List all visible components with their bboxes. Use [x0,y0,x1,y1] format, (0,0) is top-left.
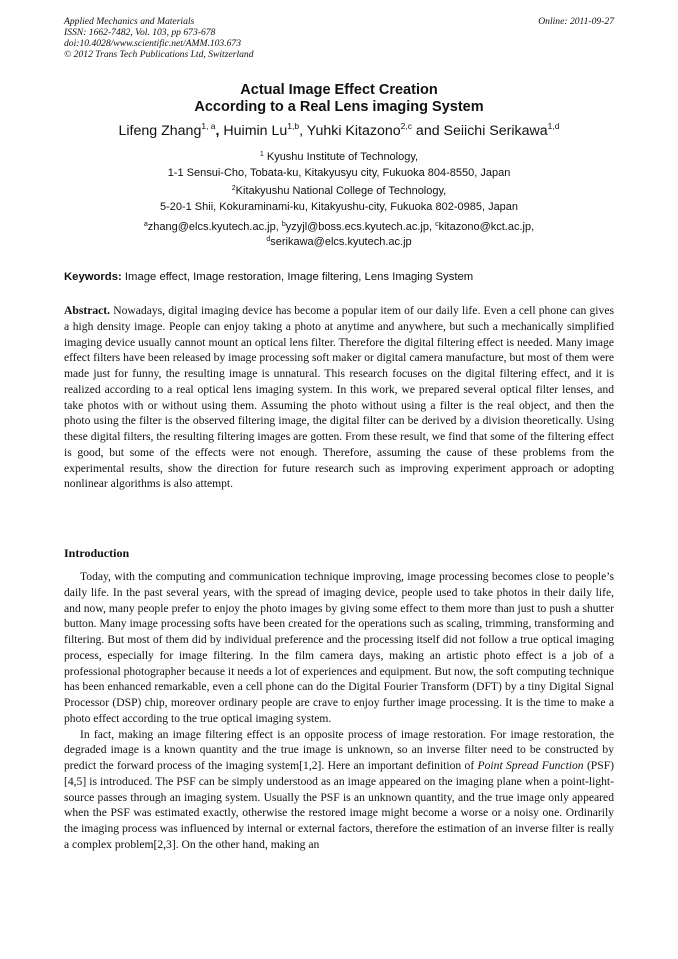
author-name: Huimin Lu [223,123,288,139]
affiliation-1-name [0,149,678,165]
copyright-line: © 2012 Trans Tech Publications Ltd, Switzerland [64,49,254,60]
affiliation-sup: 1 [259,151,264,158]
affiliation-2-name [0,183,678,199]
email-sup: c [435,221,439,228]
email-address: kitazono@kct.ac.jp, [438,221,535,233]
email-sup: a [143,221,148,228]
paragraph-text: In fact, making an image filtering effect is an opposite process of image restoration. For image restoration, the degraded image is a known quantity and the true image is unknown, so an inverse filter need to be constructed by predict the forward process of the imaging system[1,2]. Here an important definition of [64,727,614,772]
affiliation-1-address: 1-1 Sensui-Cho, Tobata-ku, Kitakyusyu city, Fukuoka 804-8550, Japan [167,167,511,179]
email-address: serikawa@elcs.kyutech.ac.jp [270,236,412,248]
affiliation-text: Kyushu Institute of Technology, [263,151,419,163]
author-sup: 1, a [201,121,216,131]
author-name: Seiichi Serikawa [443,123,548,139]
paragraph [64,727,614,853]
keywords-text: Image effect, Image restoration, Image filtering, Lens Imaging System [121,271,474,283]
journal-header [64,16,614,60]
online-date: Online: 2011-09-27 [538,16,614,27]
author-sup: 1,d [547,121,560,131]
paragraph-text: (PSF)[4,5] is introduced. The PSF can be simply understood as an image appeared on the imaging plane when a point-light-source passes through an imaging system. Usually the PSF is an unknown quantity, and the true image only appeared when the PSF was estimated exactly, otherwise the restored image might become a worse or a noisy one. Ordinarily the imaging process was influenced by internal or external factors, therefore the estimation of an inverse filter is really a complex problem[2,3]. On the other hand, making an [64,759,615,851]
author-separator: , [299,123,307,139]
journal-name: Applied Mechanics and Materials [64,16,195,27]
abstract-label: Abstract. [64,304,111,317]
author-name: Lifeng Zhang [118,123,202,139]
author-name: Yuhki Kitazono [306,123,401,139]
issn-line: ISSN: 1662-7482, Vol. 103, pp 673-678 [64,27,216,38]
title-line-2: According to a Real Lens imaging System [194,99,484,115]
affiliation-text: Kitakyushu National College of Technology, [235,185,447,197]
italic-term: Point Spread Function [477,759,584,772]
affiliation-sup: 2 [231,185,236,192]
author-separator: and [411,123,444,139]
email-sup: b [281,221,286,228]
email-line-1 [0,219,678,235]
paper-title [0,82,678,116]
author-sup: 1,b [287,121,300,131]
email-address: yzyjl@boss.ecs.kyutech.ac.jp, [285,221,436,233]
email-line-2 [0,234,678,250]
abstract-text: Nowadays, digital imaging device has become a popular item of our daily life. Even a cell phone can gives a high density image. People can enjoy taking a photo at anytime and anywhere, but such a mechanically simplified imaging device usually cannot mount an optical lens filter. Therefore the digital filtering effect is needed. Many image effect filters have been released by image processing soft maker or digital camera manufacture, but most of them were made just for funny, the resulting image is unnatural. This research focuses on the digital filtering effect, and it is realized according to a real optical lens imaging system. In this work, we prepared several optical filter lenses, and take photos with or without using them. Assuming the photo without using a filter is the real object, and then the photo using the filter is the observed filtering image, the digital filter can be derived by a division theoretically. Using these digital filters, the resulting filtering images are gotten. From these result, we find that some of the filtering effect is good, but some of the effects were not enough. Therefore, assuming the cause of these problems from the experimental results, show the direction for future research such as improving experiment approach or adopting nonlinear algorithms is also attempt. [64,304,614,491]
affiliation-2-address: 5-20-1 Shii, Kokuraminami-ku, Kitakyushu-city, Fukuoka 802-0985, Japan [159,201,519,213]
doi-line: doi:10.4028/www.scientific.net/AMM.103.673 [64,38,242,49]
paragraph: Today, with the computing and communication technique improving, image processing becomes close to people’s daily life. In the past several years, with the spread of imaging device, people used to take photos in their daily life, and now, many people prefer to enjoy the photo images by giving some effect to them more than just to push a shutter button. Many image processing softs have been created for the operations such as scaling, trimming, transforming and filtering. But most of them did by individual preference and the processing itself did not follow a true optical imaging process, especially for image filtering. In the film camera days, making an artistic photo effect is a job of a professional photographer because it needs a lot of experiences and equipment. But now, the soft computing technique has been enhanced remarkable, even a cell phone can do the Digital Fourier Transform (DFT) by a tiny Digital Signal Processor (DSP) chip, moreover ordinary people are crave to enjoy further image processing. It is the time to make a photo effect according to the true optical imaging system. [64,570,614,725]
keywords [64,269,473,285]
section-heading: Introduction [64,546,130,560]
email-sup: d [266,236,271,243]
email-address: zhang@elcs.kyutech.ac.jp, [147,221,282,233]
keywords-label: Keywords: [64,271,122,283]
introduction-body [64,569,614,853]
author-separator: , [215,123,224,139]
author-list [0,122,678,140]
author-sup: 2,c [400,121,412,131]
abstract [64,303,614,492]
title-line-1: Actual Image Effect Creation [240,82,438,98]
